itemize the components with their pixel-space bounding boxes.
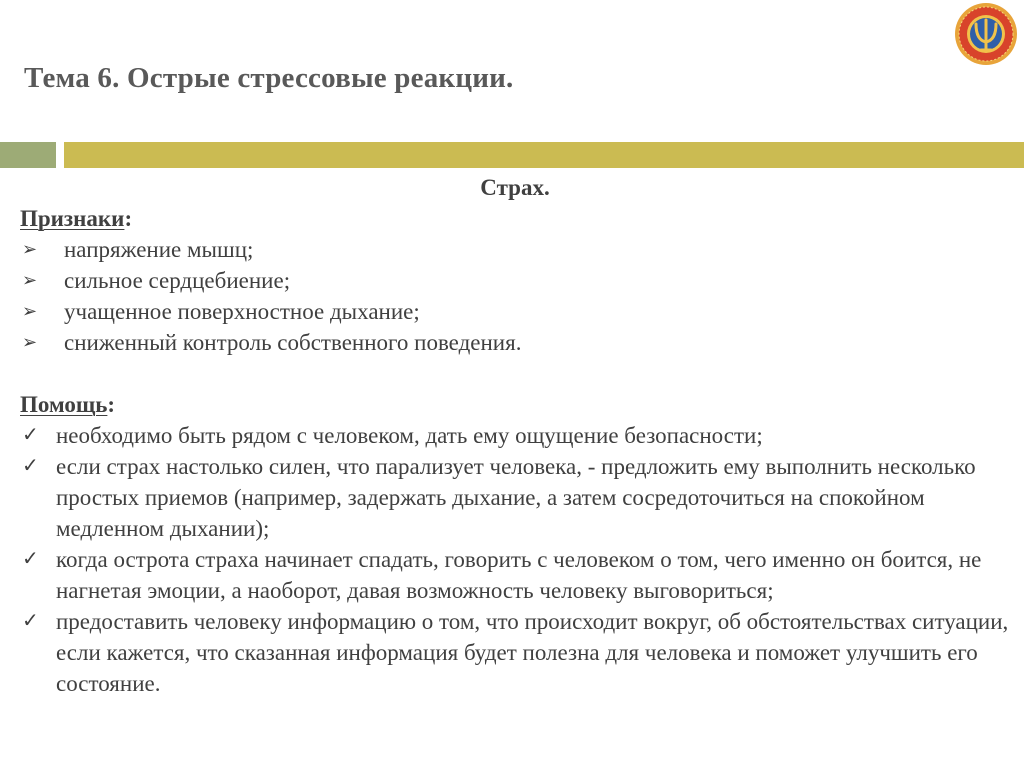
slide-subtitle: Страх. xyxy=(480,175,550,200)
checkmark-bullet-icon: ✓ xyxy=(22,455,39,477)
sign-text: учащенное поверхностное дыхание; xyxy=(64,299,420,324)
signs-heading: Признаки xyxy=(20,206,125,231)
sign-text: сниженный контроль собственного поведения. xyxy=(64,330,522,355)
checkmark-bullet-icon: ✓ xyxy=(22,424,39,446)
checkmark-bullet-icon: ✓ xyxy=(22,610,39,632)
sign-text: напряжение мышц; xyxy=(64,237,254,262)
list-item xyxy=(20,420,1010,451)
checkmark-bullet-icon: ✓ xyxy=(22,548,39,570)
help-text: если страх настолько силен, что парализует человека, - предложить ему выполнить несколько простых приемов (например, задержать дыхание, а затем сосредоточиться на спокойном медленном дыхании); xyxy=(56,454,976,541)
help-heading-colon: : xyxy=(107,392,116,417)
list-item xyxy=(20,544,1010,606)
arrow-bullet-icon: ➢ xyxy=(22,332,38,352)
arrow-bullet-icon: ➢ xyxy=(22,239,38,259)
header-bar-right xyxy=(64,142,1024,168)
signs-list xyxy=(20,234,1010,358)
list-item xyxy=(20,451,1010,544)
list-item xyxy=(20,234,1010,265)
help-list xyxy=(20,420,1010,699)
help-text: когда острота страха начинает спадать, говорить с человеком о том, чего именно он боится, не нагнетая эмоции, а наоборот, давая возможность человеку выговориться; xyxy=(56,547,982,603)
university-emblem-icon xyxy=(954,2,1018,66)
header-bar-left xyxy=(0,142,56,168)
help-text: необходимо быть рядом с человеком, дать ему ощущение безопасности; xyxy=(56,423,763,448)
help-heading-row xyxy=(20,389,1010,420)
signs-heading-colon: : xyxy=(124,206,133,231)
arrow-bullet-icon: ➢ xyxy=(22,301,38,321)
slide-body xyxy=(20,172,1010,699)
list-item xyxy=(20,265,1010,296)
list-item xyxy=(20,296,1010,327)
help-text: предоставить человеку информацию о том, что происходит вокруг, об обстоятельствах ситуации, если кажется, что сказанная информация будет полезна для человека и поможет улучшить его состояние. xyxy=(56,609,1009,696)
spacer xyxy=(20,358,1010,389)
slide-title: Тема 6. Острые стрессовые реакции. xyxy=(24,62,514,94)
arrow-bullet-icon: ➢ xyxy=(22,270,38,290)
list-item xyxy=(20,327,1010,358)
sign-text: сильное сердцебиение; xyxy=(64,268,291,293)
help-heading: Помощь xyxy=(20,392,108,417)
list-item xyxy=(20,606,1010,699)
signs-heading-row xyxy=(20,203,1010,234)
